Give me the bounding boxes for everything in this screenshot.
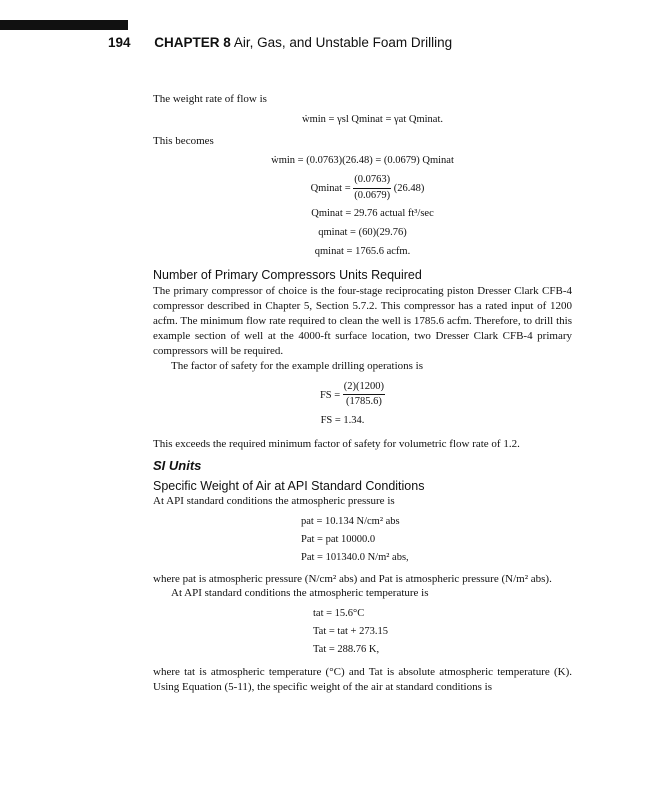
equation-qminat-lhs: Qminat = [310,182,351,194]
paragraph-this-becomes: This becomes [153,134,214,147]
equation-fs-lhs: FS = [319,389,341,401]
paragraph-weight-rate-intro: The weight rate of flow is [153,93,267,105]
equation-temperature-conversion: Tat = tat + 273.15 [313,626,388,638]
section-heading-primary-compressors: Number of Primary Compressors Units Required [153,268,422,283]
fraction-numerator: (2)(1200) [343,380,385,396]
chapter-label: CHAPTER 8 [154,35,231,50]
equation-qminat-fraction [153,173,572,204]
section-heading-si-units: SI Units [153,458,202,474]
equation-pressure-nm2: Pat = 101340.0 N/m² abs, [301,551,409,563]
paragraph-atm-pressure-intro: At API standard conditions the atmospheric pressure is [153,494,395,507]
fraction [353,173,391,204]
equation-temperature-celsius: tat = 15.6°C [313,608,365,620]
fraction-numerator: (0.0763) [353,173,391,189]
running-header [108,35,452,50]
equation-pressure-conversion: Pat = pat 10000.0 [301,533,376,545]
equation-qminat-acfm: qminat = 1765.6 acfm. [314,246,411,258]
equation-substitution: ẇmin = (0.0763)(26.48) = (0.0679) Qminat [271,154,454,166]
chapter-title: Air, Gas, and Unstable Foam Drilling [233,35,453,50]
equation-qminat-conversion: qminat = (60)(29.76) [318,227,407,239]
equation-safety-factor [153,380,572,411]
paragraph-pressure-definitions: where pat is atmospheric pressure (N/cm² abs) and Pat is atmospheric pressure (N/m² abs). [153,572,552,585]
paragraph-exceeds-minimum: This exceeds the required minimum factor of safety for volumetric flow rate of 1.2. [153,438,520,451]
page-number: 194 [108,35,131,50]
section-heading-specific-weight: Specific Weight of Air at API Standard Conditions [153,479,425,494]
equation-weight-rate: ẇmin = γsl Qminat = γat Qminat. [302,113,443,125]
equation-qminat-rhs: (26.48) [393,182,425,194]
paragraph-compressor-choice: The primary compressor of choice is the four-stage reciprocating piston Dresser Clark CFB-4 compressor described in Chapter 5, Section 5.7.2. This compressor has a rated input of 1200 acfm. The minimum flow rate required to clean the well is 1785.6 acfm. Therefore, to drill this example section of well at the 4000-ft surface location, two Dresser Clark CFB-4 primary compressors will be required. [153,285,572,357]
equation-temperature-kelvin: Tat = 288.76 K, [313,644,380,656]
equation-pressure-ncm2: pat = 10.134 N/cm² abs [301,515,400,527]
equation-safety-factor-result: FS = 1.34. [320,415,365,427]
fraction-denominator: (0.0679) [354,189,391,201]
fraction-denominator: (1785.6) [345,396,382,408]
page-body [153,92,572,695]
equation-qminat-result: Qminat = 29.76 actual ft³/sec [311,208,434,220]
top-rule [0,20,128,30]
paragraph-temperature-definitions: where tat is atmospheric temperature (°C) and Tat is absolute atmospheric temperature (K). Using Equation (5-11), the specific weight of the air at standard conditions is [153,666,572,693]
paragraph-atm-temperature-intro: At API standard conditions the atmospheric temperature is [171,587,429,600]
paragraph-safety-factor-intro: The factor of safety for the example drilling operations is [171,359,423,372]
fraction [343,380,385,411]
